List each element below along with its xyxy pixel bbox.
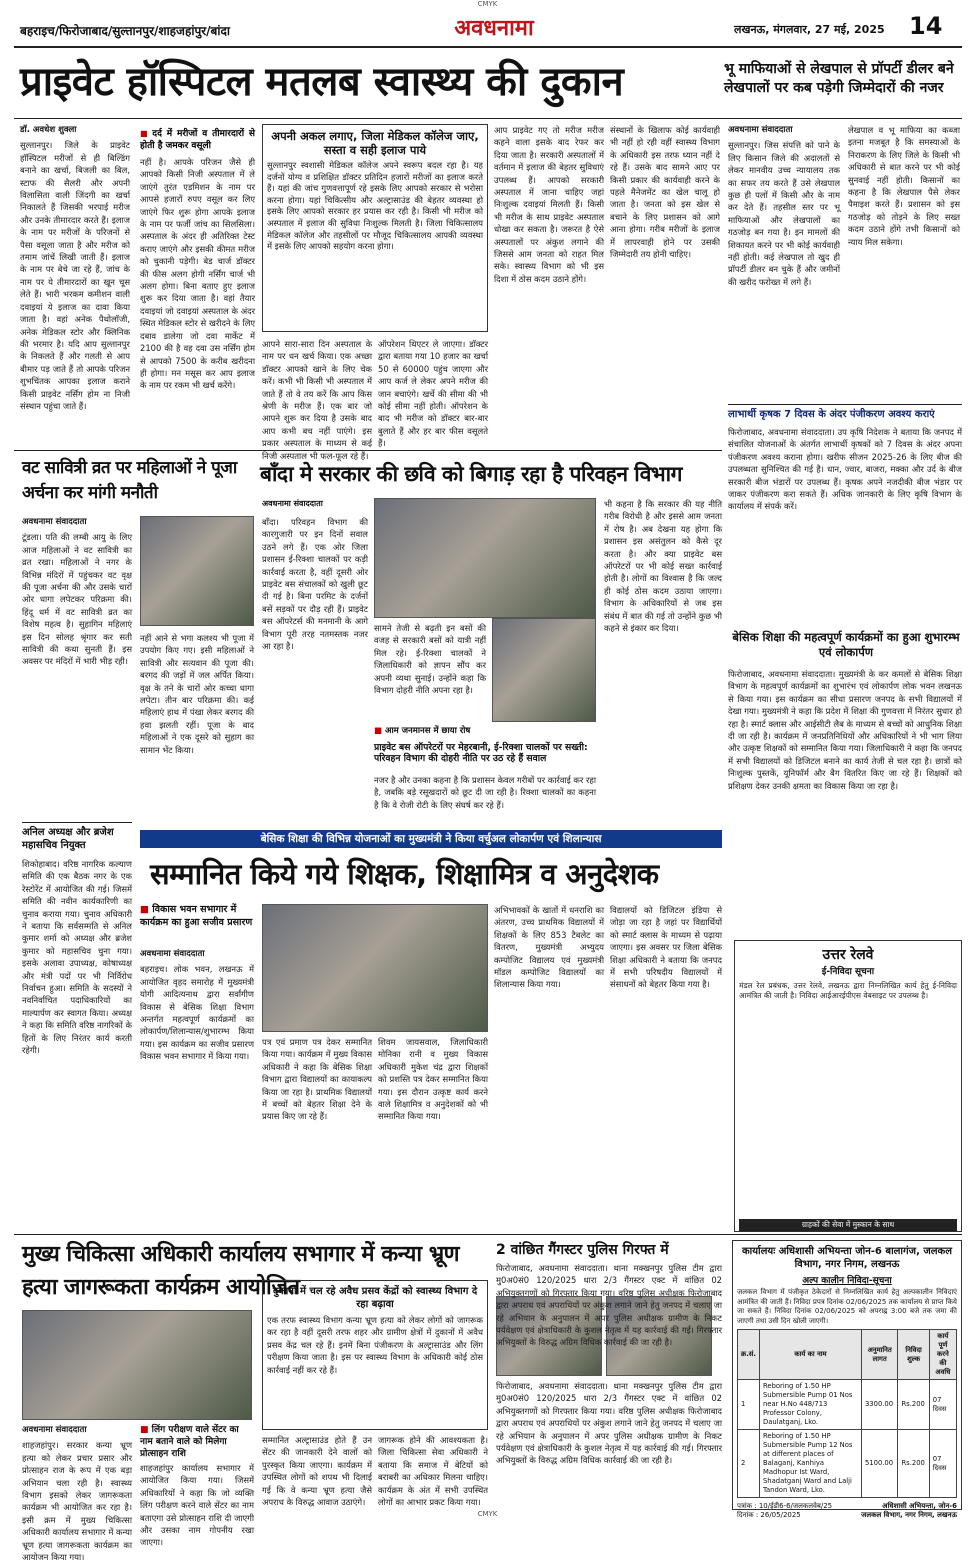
cmo-sub: ■ लिंग परीक्षण वाले सेंटर का नाम बताने वाले को मिलेगा प्रोत्साहन राशि — [140, 1425, 239, 1459]
honour-col-1 — [140, 948, 254, 1228]
jalkal-title: कार्यालयः अधिशासी अभियन्ता जोन-6 बालागंज, जलकल विभाग, नगर निगम, लखनऊ — [741, 1246, 953, 1270]
jalkal-signature-dept: जलकल विभाग, नगर निगम, लखनऊ — [861, 1511, 957, 1519]
anil-headline: अनिल अध्यक्ष और ब्रजेश महासचिव नियुक्त — [22, 827, 114, 851]
cmo-headline: मुख्य चिकित्सा अधिकारी कार्यालय सभागार में कन्या भ्रूण हत्या जागरूकता कार्यक्रम आयोजित — [22, 1242, 460, 1300]
landmafia-col-1-text: सुल्तानपुर। जिस संपत्ति को पाने के लिए किसान जिले की अदालतों से लेकर मानवीय उच्च न्यायालय तक का सफर तय करते हैं उसे लेखपाल कुछ ही पलों में किसी और के नाम कर देते हैं। तहसील स्तर पर भू माफियाओं और लेखपालों का गठजोड़ बन गया है। इन मामलों की शिकायत करने पर भी कोई कार्यवाही नहीं होती। कई लेखपाल तो खुद ही प्रॉपर्टी डीलर बन चुके हैं और जमीनों की खरीद फरोख्त में लगे हैं। — [728, 140, 840, 287]
jalkal-cell: 3300.00 — [861, 1380, 897, 1430]
gangster-headline: 2 वांछित गैंगस्टर पुलिस गिरफ्त में — [496, 1242, 669, 1258]
jalkal-th-2: अनुमानित लागत — [861, 1330, 897, 1380]
cmo-box — [262, 1280, 488, 1430]
jalkal-table — [737, 1329, 957, 1498]
cmo-byline: अवधनामा संवाददाता — [22, 1425, 87, 1435]
gangster-text: फिरोजाबाद, अवधनामा संवाददाता। थाना मक्खनपुर पुलिस टीम द्वारा मु0अ0सं0 120/2025 धारा 2/3 गैंगस्टर एक्ट में वांछित 02 अभियुक्तगणों को गिरफ्तार किया गया। वरिष्ठ पुलिस अधीक्षक फिरोजाबाद द्वारा अपराध एवं अपराधियों पर अंकुश लगाने जाने हेतु जनपद में चलाए जा रहे अभियान के अनुपालन में अपर पुलिस अधीक्षक ग्रामीण के निकट पर्यवेक्षण एवं क्षेत्राधिकारी के कुशल नेतृत्व में यह कार्रवाई की गई। गिरफ्तार अभियुक्तों के विरुद्ध अग्रिम विधिक कार्रवाई की जा रही है। — [496, 1263, 722, 1348]
banda-col-1: बाँदा। परिवहन विभाग की कारगुजारी पर इन दिनों सवाल उठने लगे हैं। एक ओर जिला प्रशासन ई-रिक्शा चालकों पर कड़ी कार्रवाई करता है, वहीं दूसरी ओर प्राइवेट बस संचालकों को खुली छूट दी गई है। बिना परमिट के दर्जनों बसें सड़कों पर दौड़ रही हैं। प्राइवेट बस ऑपरेटर्स की मनमानी के आगे विभाग पूरी तरह नतमस्तक नजर आ रहा है। — [262, 517, 368, 652]
cmo-col-2: शाहजहांपुर कार्यालय सभागार में आयोजित किया गया। जिसमें अधिकारियों ने कहा कि जो व्यक्ति लिंग परीक्षण करने वाले सेंटर का नाम बताएगा उसे प्रोत्साहन राशि दी जाएगी और उसका नाम गोपनीय रखा जाएगा। — [140, 1463, 254, 1548]
jalkal-cell: 2 — [738, 1430, 760, 1498]
basic-text: फिरोजाबाद, अवधनामा संवाददाता। मुख्यमंत्री के कर कमलों से बेसिक शिक्षा विभाग के महत्वपूर्ण कार्यक्रमों का शुभारंभ एवं लोकार्पण लोक भवन लखनऊ से किया गया। इस कार्यक्रम का सीधा प्रसारण जनपद के सभी विद्यालयों में देखा गया। मुख्यमंत्री ने कहा कि प्रदेश में शिक्षा की गुणवत्ता में निरंतर सुधार हो रहा है। स्मार्ट क्लास और आईसीटी लैब के माध्यम से बच्चों को आधुनिक शिक्षा दी जा रही है। कार्यक्रम में जनप्रतिनिधियों और अधिकारियों ने भी भाग लिया और उत्कृष्ट शिक्षकों को सम्मानित किया गया। जिलाधिकारी ने कहा कि जनपद में सभी विद्यालयों को डिजिटल बनाने का कार्य तेजी से चल रहा है। छात्रों को निःशुल्क पुस्तकें, यूनिफॉर्म और बैग वितरित किए जा रहे हैं। शिक्षकों को प्रशिक्षण देकर उनकी क्षमता का विकास किया जा रहा है। — [728, 669, 962, 791]
landmafia-headline: भू माफियाओं से लेखपाल से प्रॉपर्टी डीलर बने लेखपालों पर कब पड़ेगी जिम्मेदारों की नजर — [724, 61, 954, 96]
lead-col-1-text: सुल्तानपुर। जिले के प्राइवेट हॉस्पिटल मरीजों से ही बिल्डिंग बनाने का खर्चा, बिजली का बिल, स्टाफ की सैलरी और अपनी विलासिता वाली जिंदगी का खर्चा निकालते हैं जिसकी भरपाई मरीज और उनके तीमारदार करते हैं। इलाज के नाम पर मरीजों के परिजनों से पैसा वसूला जाता है और मरीज को तमाम जांचें लिखी जाती हैं। इलाज के नाम पर बेचे जा रहे हैं, जांच के नाम पर ये तीमारदारों का खून चूस लेते हैं। भारी भरकम कमीशन वाली दवाइयां ये इलाज का दावा किया जाता है। वहां अनेक पैथोलॉजी, अनेक मेडिकल स्टोर और क्लिनिक की भरमार है। यदि आप सुल्तानपुर के निकलते हैं और गलती से आप बीमार पड़ जाते हैं तो आपके परिजन शुभचिंतक आपका इलाज कराने किसी प्राइवेट नर्सिंग होम ना निजी संस्थान पहुंचा जाते हैं। — [20, 140, 130, 411]
edition-list: बहराइच/फिरोजाबाद/सुल्तानपुर/शाहजहांपुर/बांदा — [20, 24, 230, 38]
honour-col-3: शिवम जायसवाल, जिलाधिकारी मोनिका रानी व मुख्य विकास अधिकारी मुकेश चंद्र द्वारा शिक्षकों को प्रशस्ति पत्र देकर सम्मानित किया गया। इस दौरान उत्कृष्ट कार्य करने वाले शिक्षामित्र व अनुदेशकों को भी सम्मानित किया गया। — [378, 1037, 488, 1122]
cmo-col-4: जागरूक होने की आवश्यकता है। जिला चिकित्सा सेवा अधिकारी ने बताया कि समाज में बेटियों को बराबरी का अधिकार मिलना चाहिए। कार्यक्रम के अंत में सभी उपस्थित लोगों का आभार प्रकट किया गया। — [378, 1435, 488, 1508]
jalkal-cell: 1 — [738, 1380, 760, 1430]
lead-col-4: ऑपरेशन थिएटर ले जाएगा। डॉक्टर द्वारा बताया गया 10 हजार का खर्चा 50 से 60000 पहुंच जाएगा और आप कर्ज ले लेकर अपने मरीज की जान बचाएंगे। खर्चे की सीमा की भी कोई सीमा नहीं होती। ऑपरेशन के बाद भी मरीज को डॉक्टर बार-बार बुलाते हैं और हर बार फीस वसूलते हैं। — [378, 339, 488, 449]
honour-col-2: पत्र एवं प्रमाण पत्र देकर सम्मानित किया गया। कार्यक्रम में मुख्य विकास अधिकारी ने कहा कि बेसिक शिक्षा विभाग द्वारा विद्यालयों का कायाकल्प किया जा रहा है। प्राथमिक विद्यालयों में बच्चों को बेहतर शिक्षा देने के प्रयास किए जा रहे हैं। — [262, 1037, 372, 1122]
railway-text: मंडल रेल प्रबंधक, उत्तर रेलवे, लखनऊ द्वारा निम्नलिखित कार्य हेतु ई-निविदा आमंत्रित की जाती है। निविदा आईआरईपीएस वेबसाइट पर उपलब्ध है। — [739, 981, 957, 1000]
railway-subtitle: ई-निविदा सूचना — [821, 967, 875, 977]
jalkal-signature-title: अधिशासी अभियन्ता, जोन-6 — [882, 1502, 957, 1510]
lead-col-6: संस्थानों के खिलाफ कोई कार्यवाही भी नहीं हो रही वहीं स्वास्थ्य विभाग के अधिकारी इस तरफ ध्यान नहीं दे रहे हैं। उसके बाद सामने आए पर किसी प्रकार की कार्यवाही करने के पहले मैनेजमेंट का खेल चालू हो जाता है। जनता को इस खेल से बचाने के लिए प्रशासन को आगे आना होगा। गरीब मरीजों के इलाज में लापरवाही होने पर उसकी जिम्मेदारी तय होनी चाहिए। — [610, 125, 720, 260]
banda-col-4: नजर है और उनका कहना है कि प्रशासन केवल गरीबों पर कार्रवाई कर रहा है, जबकि बड़े रसूखदारों को छूट दी जा रही है। रिक्शा चालकों का कहना है कि वे रोजी रोटी के लिए संघर्ष कर रहे हैं। — [374, 775, 596, 810]
lakhpati-headline: लाभार्थी कृषक 7 दिवस के अंदर पंजीकरण अवश्य कराएं — [728, 409, 935, 420]
cmo-box-text: एक तरफ स्वास्थ्य विभाग कन्या भ्रूण हत्या को लेकर लोगों को जागरूक कर रहा है वहीं दूसरी तरफ शहर और ग्रामीण क्षेत्रों में दुकानों में अवैध प्रसव केंद्र चल रहे हैं। इनमें बिना पंजीकरण के अल्ट्रासाउंड और लिंग परीक्षण किया जाता है। इस पर स्वास्थ्य विभाग के अधिकारी कोई ठोस कार्रवाई नहीं कर रहे हैं। — [267, 1315, 483, 1375]
jalkal-text: जलकल विभाग में पंजीकृत ठेकेदारों से निम्नलिखित कार्य हेतु अल्पकालीन निविदाएं आमंत्रित की जाती हैं। निविदा प्रपत्र दिनांक 02/06/2025 तक कार्यालय से प्राप्त किये जा सकते हैं। निविदा दिनांक 02/06/2025 को अपराह्न 3:00 बजे तक जमा की जाएगी तथा उसी दिन खोली जाएगी। — [737, 1288, 957, 1325]
table-row — [738, 1430, 957, 1498]
banda-col-2: सामने तेजी से बढ़ती इन बसों की वजह से सरकारी बसों को यात्री नहीं मिल रहे। ई-रिक्शा चालकों ने जिलाधिकारी को ज्ञापन सौंप कर अपनी व्यथा सुनाई। उन्होंने कहा कि विभाग दोहरी नीति अपना रहा है। — [374, 623, 486, 696]
cmo-box-title: दुकानों में चल रहे अवैध प्रसव केंद्रों को स्वास्थ्य विभाग दे रहा बढ़ावा — [272, 1286, 478, 1310]
lead-col-3: आपने सारा-सारा दिन अस्पताल के नाम पर धन खर्च किया। एक अच्छा डॉक्टर आपको खाने के लिए चेक करें। कभी भी किसी भी अस्पताल में जाते हैं तो वे तय करें कि आप किस श्रेणी के मरीज हैं। एक बार जो आपने शुरू कर दिया है उसके बाद आप कभी बच नहीं पाएंगे। इस प्रकार अस्पताल के माध्यम से कई निजी अस्पताल भी फल-फूल रहे हैं। — [262, 339, 372, 461]
jalkal-notice — [732, 1240, 962, 1519]
lead-col-5: आप प्राइवेट गए तो मरीज मरीज कहने वाला इसके बाद रेफर कर दिया जाता है। सरकारी अस्पतालों में वर्तमान में इलाज की बेहतर सुविधाएं उपलब्ध हैं। आपको सरकारी अस्पताल में जाना चाहिए जहां निःशुल्क दवाइयां मिलती हैं। किसी भी मरीज के साथ प्राइवेट अस्पताल धोखा कर सकता है। जरूरत है ऐसे अस्पतालों पर अंकुश लगाने की जिससे आम जनता को राहत मिल सके। स्वास्थ्य विभाग को भी इस दिशा में ठोस कदम उठाने होंगे। — [494, 125, 604, 284]
honour-col-5: विद्यालयों को डिजिटल इंडिया से जोड़ा जा रहा है जहां पर विद्यार्थियों को स्मार्ट क्लास के माध्यम से पढ़ाया जाएगा। इस अवसर पर जिला बेसिक शिक्षा अधिकारी ने बताया कि जनपद में सभी परिषदीय विद्यालयों में संसाधनों को बेहतर किया गया है। — [610, 905, 722, 990]
lead-col-2-text: नहीं है। आपके परिजन जैसे ही आपको किसी निजी अस्पताल में ले जाएंगे तुरंत एडमिशन के नाम पर आपसे हजारों रुपए वसूल कर लिए जाएंगे फिर शुरू होगा आपके इलाज के नाम पर फर्जी जांच का सिलसिला। अस्पताल के अंदर ही अतिरिक्त टेस्ट कराए जाएंगे और इसकी कीमत मरीज को चुकानी पड़ेगी। बेड चार्ज डॉक्टर की फीस अलग होगी नर्सिंग चार्ज भी अलग होगा। बिना बताए हुए इलाज शुरू कर दिया जाता है। वहां तैयार दवाइयां जो दवाइयां अस्पताल के अंदर स्थित मेडिकल स्टोर से खरीदने के लिए दबाव डालेगा जो दवा मार्केट में 2100 की है वह दवा उस नर्सिंग होम से आपको 7500 के करीब खरीदना ही होगा। मन मसूस कर आप इलाज के नाम पर रकम भी खर्च करेंगे। — [140, 157, 255, 391]
lead-box — [262, 124, 488, 332]
honour-kicker-bar — [140, 830, 722, 848]
savitri-col-1 — [22, 516, 132, 818]
masthead-rule — [14, 46, 962, 48]
cmo-col-1 — [22, 1424, 132, 1563]
cmo-col-1-text: शाहजहांपुर। सरकार कन्या भ्रूण हत्या को लेकर प्रचार प्रसार और प्रोत्साहन राज के रूप में एक बड़ा अभियान चला रही है। स्वास्थ्य विभाग इसको लेकर जागरूकता कार्यक्रम भी आयोजित कर रहा है। इसी क्रम में मुख्य चिकित्सा अधिकारी कार्यालय सभागार में कन्या भ्रूण हत्या जागरूकता कार्यक्रम का आयोजन किया गया। — [22, 1440, 132, 1563]
railway-title: उत्तर रेलवे — [822, 947, 874, 963]
jalkal-th-1: कार्य का नाम — [759, 1330, 861, 1380]
banda-caption-2: प्राइवेट बस ऑपरेटरों पर मेहरबानी, ई-रिक्शा चालकों पर सख्ती: परिवहन विभाग की दोहरी नीति पर उठ रहे हैं सवाल — [374, 742, 588, 764]
honour-headline: सम्मानित किये गये शिक्षक, शिक्षामित्र व अनुदेशक — [150, 857, 659, 891]
banda-photo-2 — [492, 618, 596, 722]
jalkal-subtitle: अल्प कालीन निविदा-सूचना — [802, 1276, 892, 1286]
savitri-headline: वट सावित्री व्रत पर महिलाओं ने पूजा अर्चना कर मांगी मनौती — [22, 458, 237, 503]
issue-date: लखनऊ, मंगलवार, 27 मई, 2025 — [734, 23, 885, 36]
basic-headline: बेसिक शिक्षा की महत्वपूर्ण कार्यक्रमों का हुआ शुभारम्भ एवं लोकार्पण — [732, 630, 960, 659]
lakhpati-text: फिरोजाबाद, अवधनामा संवाददाता। उप कृषि निदेशक ने बताया कि जनपद में संचालित योजनाओं के अंतर्गत लाभार्थी कृषकों को 7 दिवस के अंदर अपना पंजीकरण अवश्य कराना होगा। खरीफ सीजन 2025-26 के लिए बीज की उपलब्धता सुनिश्चित की गई है। धान, ज्वार, बाजरा, मक्का और उर्द के बीज सरकारी बीज भंडारों पर उपलब्ध हैं। कृषक अपने नजदीकी बीज भंडार पर जाकर पंजीकरण करा सकते हैं। अधिक जानकारी के लिए कृषि विभाग के कार्यालय में संपर्क करें। — [728, 427, 962, 512]
honour-pullquote: ■ विकास भवन सभागार में कार्यक्रम का हुआ सजीव प्रसारण — [140, 904, 253, 928]
honour-kicker: बेसिक शिक्षा की विभिन्न योजनाओं का मुख्यमंत्री ने किया वर्चुअल लोकार्पण एवं शिलान्यास — [260, 833, 602, 845]
banda-byline: अवधनामा संवाददाता — [262, 499, 323, 508]
cmyk-mark: CMYK — [477, 0, 498, 8]
savitri-col-1-text: टूंडला। पति की लम्बी आयु के लिए आज महिलाओं ने वट सावित्री का व्रत रखा। महिलाओं ने नगर के विभिन्न मंदिरों में पहुंचकर वट वृक्ष की पूजा अर्चना की और उसके चारों ओर धागा लपेटकर परिक्रमा की। हिंदू धर्म में वट सावित्री व्रत का विशेष महत्व है। सुहागिन महिलाएं इस दिन सोलह श्रृंगार कर सती सावित्री की कथा सुनती हैं। इस अवसर पर मंदिरों में भारी भीड़ रही। — [22, 532, 132, 667]
lead-author: डॉ. अवधेश शुक्ला — [20, 125, 77, 135]
gangster-text-cont: फिरोजाबाद, अवधनामा संवाददाता। थाना मक्खनपुर पुलिस टीम द्वारा मु0अ0सं0 120/2025 धारा 2/3 गैंगस्टर एक्ट में वांछित 02 अभियुक्तगणों को गिरफ्तार किया गया। वरिष्ठ पुलिस अधीक्षक फिरोजाबाद द्वारा अपराध एवं अपराधियों पर अंकुश लगाने जाने हेतु जनपद में चलाए जा रहे अभियान के अनुपालन में अपर पुलिस अधीक्षक ग्रामीण के निकट पर्यवेक्षण एवं क्षेत्राधिकारी के कुशल नेतृत्व में यह कार्रवाई की गई। गिरफ्तार अभियुक्तों के विरुद्ध अग्रिम विधिक कार्रवाई की जा रही है। — [496, 1381, 722, 1466]
banda-col-3: भी कहना है कि सरकार की यह नीति गरीब विरोधी है और इससे आम जनता में रोष है। अब देखना यह होगा कि प्रशासन इस असंतुलन को कैसे दूर करता है। और क्या प्राइवेट बस ऑपरेटरों पर भी कोई सख्त कार्रवाई होती है। लोगों का विश्वास है कि जल्द ही कोई ठोस कदम उठाया जाएगा। विभाग के अधिकारियों से जब इस संबंध में बात की गई तो उन्होंने कुछ भी कहने से इंकार कर दिया। — [604, 499, 722, 634]
newspaper-logo: अवधनामा — [454, 16, 534, 41]
lead-box-title: अपनी अकल लगाए, जिला मेडिकल कॉलेज जाए, सस्ता व सही इलाज पाये — [271, 129, 479, 157]
honour-photo — [262, 904, 488, 1032]
honour-col-1-text: बहराइच। लोक भवन, लखनऊ में आयोजित वृहद समारोह में मुख्यमंत्री योगी आदित्यनाथ द्वारा सर्वांगीण विकास से बेसिक शिक्षा विभाग अन्तर्गत महत्वपूर्ण कार्यक्रमों का लोकार्पण/शिलान्यास/शुभारम्भ किया गया। इस कार्यक्रम का सजीव प्रसारण विकास भवन सभागार में किया गया। — [140, 964, 254, 1062]
page-number: 14 — [909, 12, 943, 40]
honour-byline: अवधनामा संवाददाता — [140, 949, 205, 959]
savitri-byline: अवधनामा संवाददाता — [22, 517, 87, 527]
table-row — [738, 1380, 957, 1430]
jalkal-cell: 07 दिवस — [929, 1430, 956, 1498]
jalkal-cell: Rs.200 — [898, 1380, 929, 1430]
cmo-photo — [22, 1310, 252, 1420]
lead-col-1 — [20, 124, 130, 444]
jalkal-cell: Reboring of 1.50 HP Submersible Pump 01 Nos near H.No 448/713 Professor Colony, Daulatganj, Lko. — [759, 1380, 861, 1430]
banda-photo-1 — [374, 498, 596, 618]
banda-headline: बाँदा मे सरकार की छवि को बिगाड़ रहा है परिवहन विभाग — [260, 462, 682, 486]
savitri-col-2: नहीं आने से भगा कलश्य भी पूजा में उपयोग किए गए। इसी महिलाओं ने सावित्री और सत्यवान की पूजा की। बरगद की जड़ों में जल अर्पित किया। वृक्ष के तने के चारों ओर कच्चा धागा लपेटा। तीन बार परिक्रमा की। कई महिलाएं हाथ में पंखा लेकर बरगद की हवा झलती रहीं। पूजा के बाद महिलाओं ने एक दूसरे को सुहाग का सामान भेंट किया। — [140, 633, 254, 755]
cmyk-mark-bottom: CMYK — [477, 1510, 498, 1518]
lead-box-text: सुल्तानपुर स्वशासी मेडिकल कॉलेज अपने स्वरूप बदल रहा है। यह दर्जनों योग्य व प्रशिक्षित डॉक्टर प्रतिदिन हजारों मरीजों का इलाज करते हैं। यहां की जांच गुणवत्तापूर्ण रहे इसके लिए आपको सरकार से भरोसा करना होगा। यहां चिकित्सीय और अल्ट्रासाउंड की बेहतर व्यवस्था हो इसके लिए आपको सरकार हर प्रयास कर रही है। किसी भी मरीज को अस्पताल में इलाज की सुविधा निःशुल्क मिलती है। जिला चिकित्सालय मेडिकल कॉलेज और तहसीलों पर मौजूद चिकित्सालय आपकी व्यवस्था में इसके लिए आपको सहयोग करना होगा। — [267, 160, 483, 252]
jalkal-th-3: निविदा शुल्क — [898, 1330, 929, 1380]
jalkal-cell: Reboring of 1.50 HP Submersible Pump 12 Nos at different places of Balaganj, Kanhiya Madhopur Ist Ward, Shadatganj Ward and Lalji Tandon Ward, Lko. — [759, 1430, 861, 1498]
jalkal-th-0: क्र.सं. — [738, 1330, 760, 1380]
lead-col-2 — [140, 124, 255, 444]
landmafia-col-1 — [728, 124, 840, 400]
jalkal-cell: 5100.00 — [861, 1430, 897, 1498]
landmafia-byline: अवधनामा संवाददाता — [728, 125, 793, 135]
honour-col-4: अभिभावकों के खातों में धनराशि का अंतरण, उच्च प्राथमिक विद्यालयों में शिक्षकों के लिए 853 टैबलेट का वितरण, मुख्यमंत्री अभ्युदय कम्पोजिट विद्यालय एवं मुख्यमंत्री मॉडल कम्पोजिट विद्यालयों का शिलान्यास किया गया। — [494, 905, 604, 990]
lead-pullquote: ■ दर्द में मरीजों व तीमारदारों से होती है जमकर वसूली — [140, 129, 256, 151]
lead-headline: प्राइवेट हॉस्पिटल मतलब स्वास्थ्य की दुकान — [20, 59, 624, 105]
jalkal-th-4: कार्य पूर्ण करने की अवधि — [929, 1330, 956, 1380]
landmafia-col-2: लेखपाल व भू माफिया का कब्जा इतना मजबूत है कि समस्याओं के निराकरण के लिए जिले के किसी भी अधिकारी से बात करने पर भी कोई सुनवाई नहीं होती। किसानों का कहना है कि लेखपाल पैसे लेकर पैमाइश करते हैं। प्रशासन को इस गठजोड़ को तोड़ने के लिए सख्त कदम उठाने होंगे तभी किसानों को न्याय मिल सकेगा। — [848, 125, 960, 247]
jalkal-cell: 07 दिवस — [929, 1380, 956, 1430]
savitri-photo — [140, 516, 254, 626]
railway-notice — [734, 940, 962, 1232]
jalkal-footnote: पत्रांक : 10/ईडी6-6/जलकलवेब/25 दिनांक : 26/05/2025 — [737, 1502, 833, 1519]
cmo-col-3: सम्मानित अल्ट्रासाउंड होते हैं उन सेंटर की जानकारी देने वालों को पुरस्कृत किया जाएगा। कार्यक्रम में उपस्थित लोगों को शपथ भी दिलाई गई कि वे कन्या भ्रूण हत्या जैसे अपराध के विरुद्ध आवाज उठाएंगे। — [262, 1435, 372, 1508]
masthead — [14, 10, 962, 46]
jalkal-cell: Rs.200 — [898, 1430, 929, 1498]
anil-text: शिकोहाबाद। वरिष्ठ नागरिक कल्याण समिति की एक बैठक नगर के एक रेस्टोरेंट में आयोजित की गई। जिसमें समिति की नवीन कार्यकारिणी का चुनाव कराया गया। चुनाव अधिकारी ने बताया कि सर्वसम्मति से अनिल कुमार शर्मा को अध्यक्ष और ब्रजेश कुमार को महासचिव चुना गया। इसके अलावा उपाध्यक्ष, कोषाध्यक्ष और मंत्री पदों पर भी निर्विरोध निर्वाचन हुआ। समिति के सदस्यों ने नवनिर्वाचित पदाधिकारियों का माल्यार्पण कर स्वागत किया। अध्यक्ष ने कहा कि समिति वरिष्ठ नागरिकों के हितों के लिए निरंतर कार्य करती रहेगी। — [22, 859, 132, 1056]
banda-caption-1: ■ आम जनमानस में छाया रोष — [374, 726, 471, 736]
railway-footer: ग्राहकों की सेवा में मुस्कान के साथ — [739, 1219, 957, 1231]
